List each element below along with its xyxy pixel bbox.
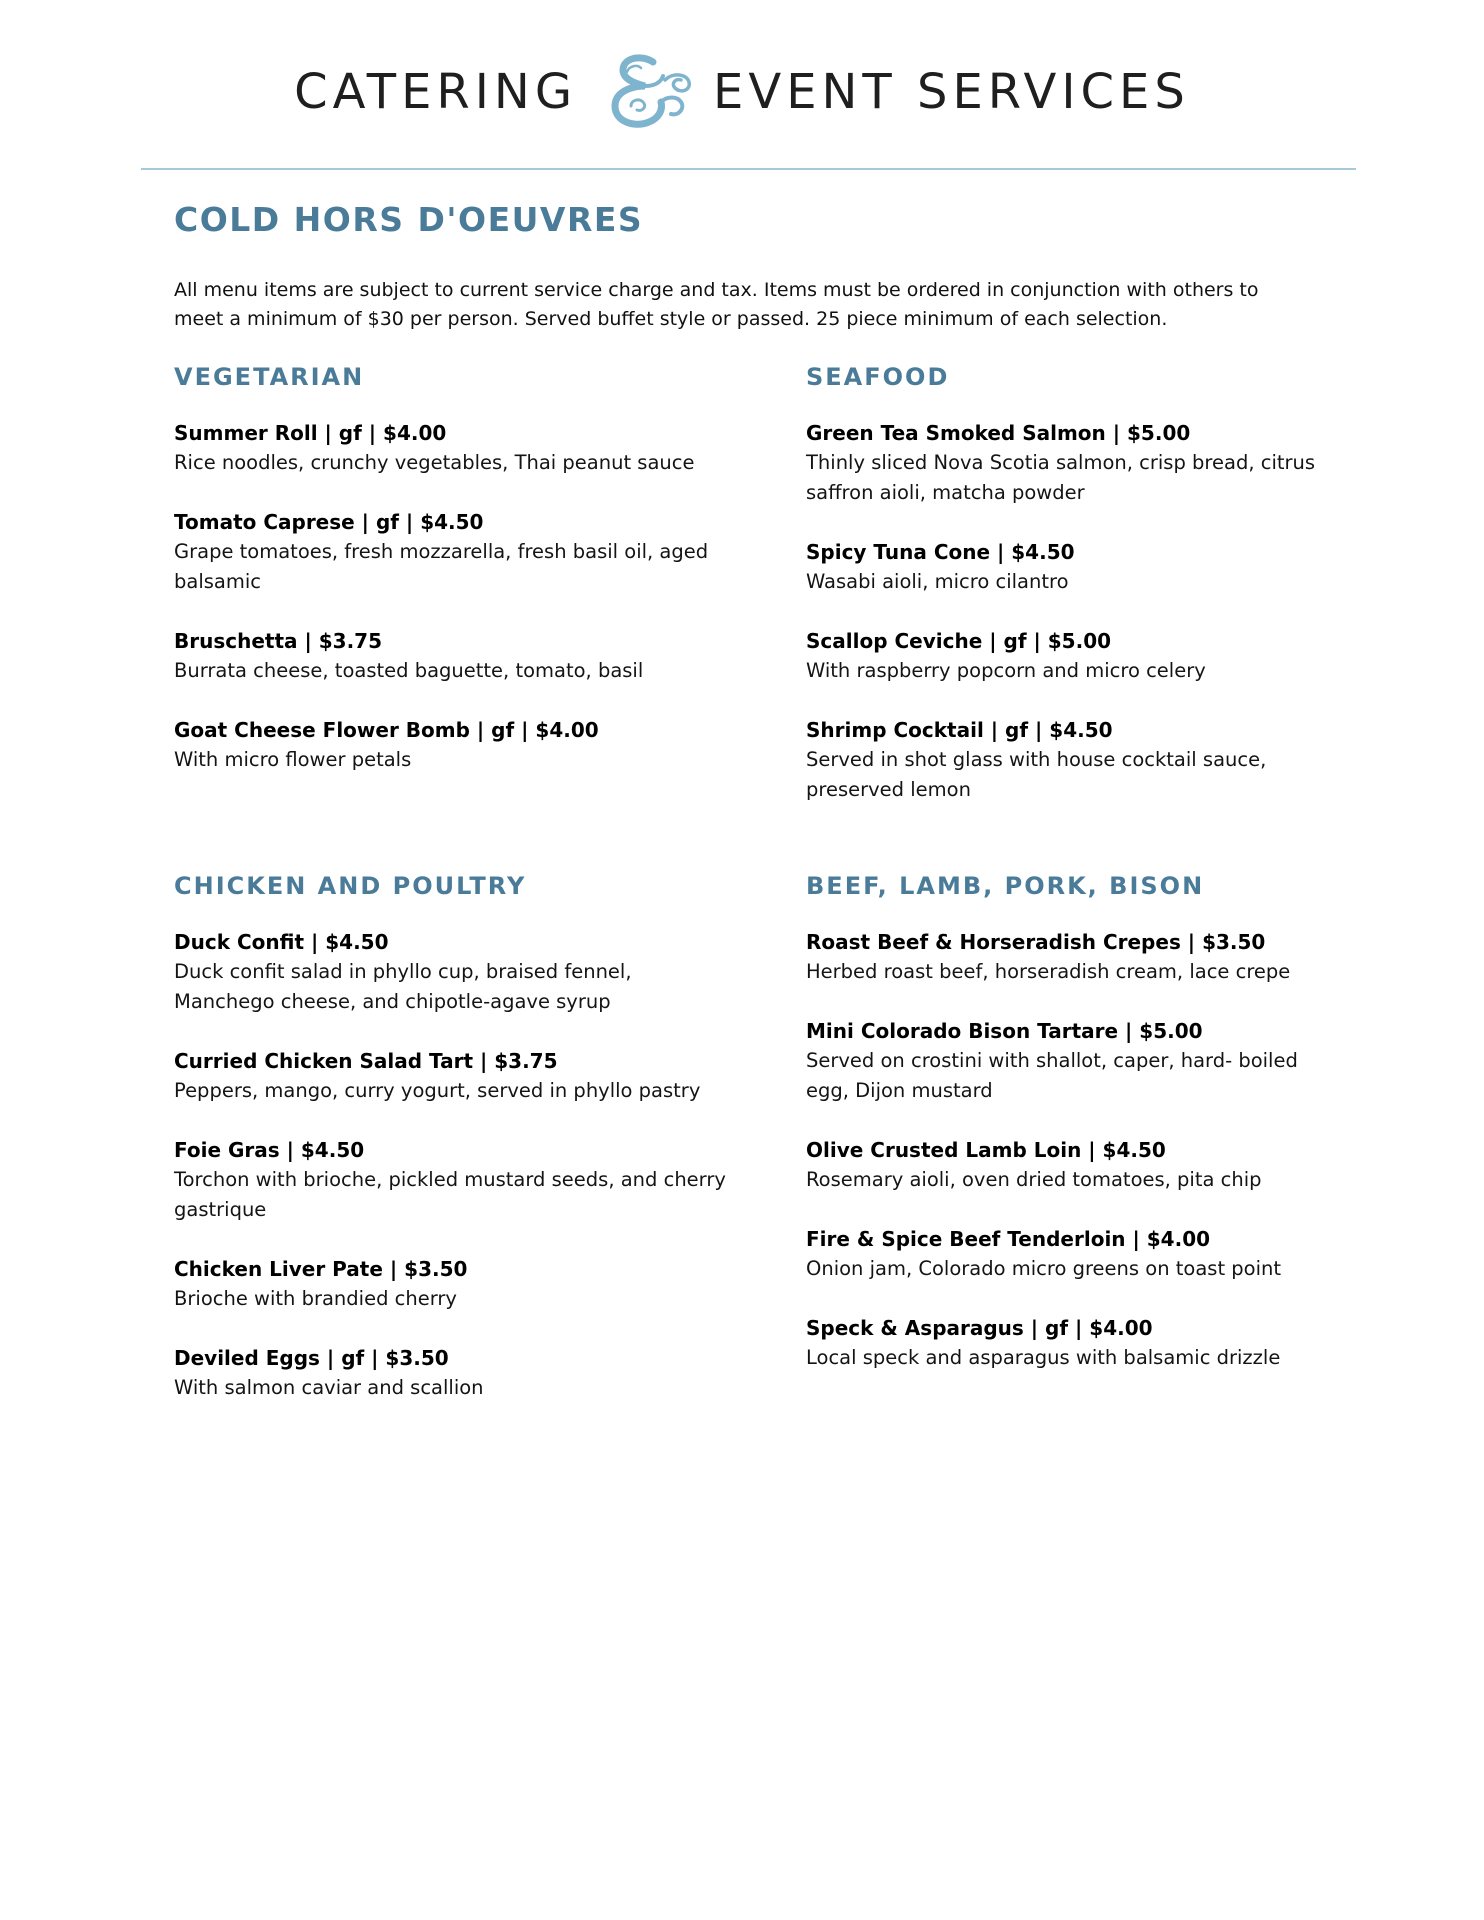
brand-header [0,52,1484,132]
item-name: Mini Colorado Bison Tartare | $5.00 [806,1019,1203,1043]
section-vegetarian [174,362,734,804]
menu-item [806,1313,1346,1373]
item-name: Summer Roll | gf | $4.00 [174,421,447,445]
item-name: Bruschetta | $3.75 [174,629,383,653]
menu-item [806,1224,1346,1284]
section-title: VEGETARIAN [174,363,365,391]
menu-item [174,626,734,686]
menu-item [174,1135,734,1225]
item-description: Onion jam, Colorado micro greens on toast point [806,1257,1282,1280]
menu-item [174,1254,734,1314]
item-description: Wasabi aioli, micro cilantro [806,570,1069,593]
intro-text [174,276,1284,334]
menu-item [806,418,1366,508]
menu-item [174,1343,734,1403]
brand-word-event-services: EVENT SERVICES [713,64,1190,120]
item-name: Roast Beef & Horseradish Crepes | $3.50 [806,930,1266,954]
section-title: BEEF, LAMB, PORK, BISON [806,872,1205,900]
item-description: Duck confit salad in phyllo cup, braised fennel, Manchego cheese, and chipotle-agave syrup [174,960,632,1013]
section-chicken-and-poultry [174,871,734,1432]
menu-item [806,626,1366,686]
item-description: Brioche with brandied cherry [174,1287,457,1310]
item-name: Goat Cheese Flower Bomb | gf | $4.00 [174,718,599,742]
menu-item [806,927,1346,987]
menu-item [174,507,734,597]
item-name: Curried Chicken Salad Tart | $3.75 [174,1049,558,1073]
item-name: Speck & Asparagus | gf | $4.00 [806,1316,1153,1340]
page-title: COLD HORS D'OEUVRES [174,200,644,239]
item-description: Herbed roast beef, horseradish cream, lace crepe [806,960,1291,983]
section-seafood [806,362,1366,834]
ampersand-logo-icon [601,52,693,132]
item-name: Spicy Tuna Cone | $4.50 [806,540,1075,564]
item-name: Duck Confit | $4.50 [174,930,389,954]
item-name: Green Tea Smoked Salmon | $5.00 [806,421,1191,445]
item-name: Chicken Liver Pate | $3.50 [174,1257,468,1281]
item-name: Olive Crusted Lamb Loin | $4.50 [806,1138,1166,1162]
item-name: Scallop Ceviche | gf | $5.00 [806,629,1112,653]
item-name: Shrimp Cocktail | gf | $4.50 [806,718,1113,742]
section-beef-lamb-pork-bison [806,871,1346,1402]
item-description: Peppers, mango, curry yogurt, served in phyllo pastry [174,1079,701,1102]
menu-item [174,418,734,478]
item-name: Foie Gras | $4.50 [174,1138,365,1162]
item-description: Rosemary aioli, oven dried tomatoes, pita chip [806,1168,1262,1191]
brand-word-catering: CATERING [294,64,578,120]
item-description: Rice noodles, crunchy vegetables, Thai peanut sauce [174,451,695,474]
item-description: Grape tomatoes, fresh mozzarella, fresh basil oil, aged balsamic [174,540,709,593]
item-description: Burrata cheese, toasted baguette, tomato, basil [174,659,644,682]
item-description: Served on crostini with shallot, caper, hard- boiled egg, Dijon mustard [806,1049,1298,1102]
section-title: CHICKEN AND POULTRY [174,872,527,900]
intro-line: All menu items are subject to current service charge and tax. Items must be ordered in conjunction with others to [174,279,1259,301]
menu-item [174,927,734,1017]
item-name: Deviled Eggs | gf | $3.50 [174,1346,449,1370]
menu-item [806,1135,1346,1195]
item-description: Served in shot glass with house cocktail sauce, preserved lemon [806,748,1267,801]
item-name: Tomato Caprese | gf | $4.50 [174,510,484,534]
menu-item [806,537,1366,597]
section-title: SEAFOOD [806,363,950,391]
item-description: Local speck and asparagus with balsamic drizzle [806,1346,1281,1369]
menu-item [806,715,1366,805]
item-description: With micro flower petals [174,748,412,771]
item-description: With salmon caviar and scallion [174,1376,484,1399]
item-description: Thinly sliced Nova Scotia salmon, crisp bread, citrus saffron aioli, matcha powder [806,451,1316,504]
intro-line: meet a minimum of $30 per person. Served buffet style or passed. 25 piece minimum of each selection. [174,308,1168,330]
item-description: Torchon with brioche, pickled mustard seeds, and cherry gastrique [174,1168,726,1221]
header-divider [141,168,1356,170]
menu-item [174,715,734,775]
item-name: Fire & Spice Beef Tenderloin | $4.00 [806,1227,1211,1251]
menu-item [174,1046,734,1106]
item-description: With raspberry popcorn and micro celery [806,659,1206,682]
menu-item [806,1016,1346,1106]
